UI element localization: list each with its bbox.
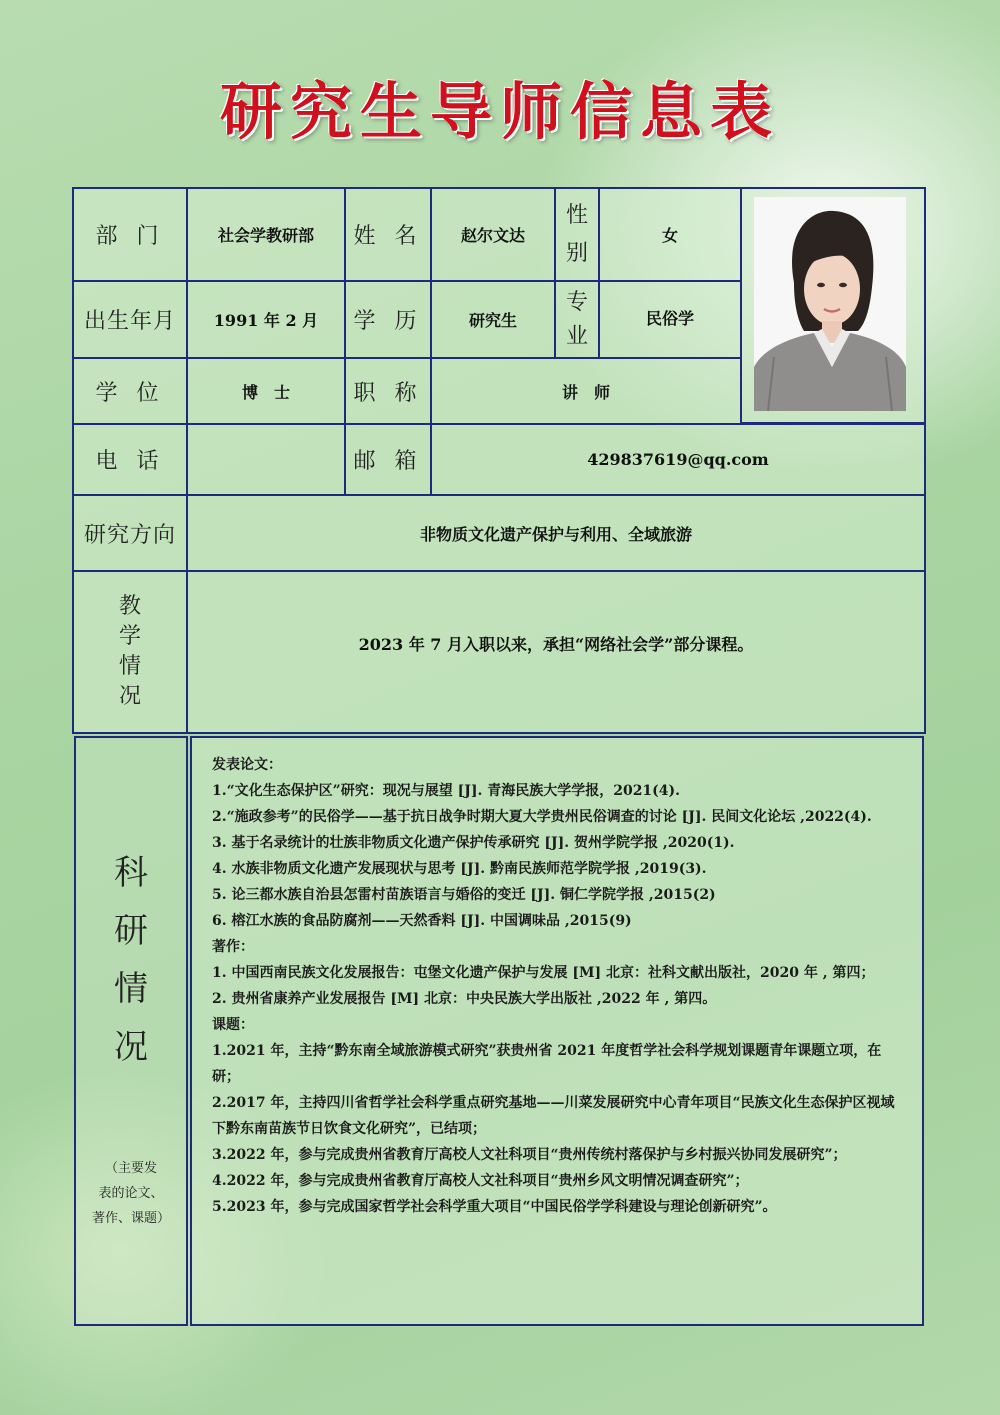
research-note-line-3: 著作、课题）: [91, 1211, 170, 1226]
research-book-1: 1. 中国西南民族文化发展报告：屯堡文化遗产保护与发展 [M] 北京：社科文献出版社，2020 年 , 第四；: [212, 965, 875, 981]
research-paper-6: 6. 榕江水族的食品防腐剂——天然香料 [J]. 中国调味品 ,2015(9): [212, 913, 632, 929]
dept-value: 社会学教研部: [186, 187, 346, 282]
major-value: 民俗学: [598, 280, 742, 359]
email-value: 429837619@qq.com: [430, 423, 926, 496]
degree-value: 博 士: [186, 357, 346, 425]
portrait-photo: [754, 197, 906, 411]
title-label: 职 称: [344, 357, 432, 425]
research-book-2: 2. 贵州省康养产业发展报告 [M] 北京：中央民族大学出版社 ,2022 年 , 第四。: [212, 991, 717, 1007]
gender-label-char-1: 性: [565, 202, 588, 228]
email-label: 邮 箱: [344, 423, 432, 496]
research-paper-4: 4. 水族非物质文化遗产发展现状与思考 [J]. 黔南民族师范学院学报 ,2019(3).: [212, 861, 707, 877]
edu-value: 研究生: [430, 280, 556, 359]
teaching-label-char-3: 情: [118, 654, 141, 679]
birth-value: 1991 年 2 月: [186, 280, 346, 359]
gender-label: [554, 187, 600, 282]
teaching-label-char-4: 况: [118, 684, 141, 709]
research-project-4: 4.2022 年，参与完成贵州省教育厅高校人文社科项目“贵州乡风文明情况调查研究”；: [212, 1173, 749, 1189]
research-note-line-2: 表的论文、: [98, 1186, 164, 1201]
research-label-char-3: 情: [114, 969, 148, 1009]
research-paper-1: 1.“文化生态保护区”研究：现况与展望 [J]. 青海民族大学学报，2021(4).: [212, 783, 681, 799]
teaching-label: [72, 570, 188, 734]
research-project-3: 3.2022 年，参与完成贵州省教育厅高校人文社科项目“贵州传统村落保护与乡村振兴协同发展研究”；: [212, 1147, 847, 1163]
title-value: 讲 师: [430, 357, 742, 425]
research-heading-books: 著作：: [212, 939, 254, 955]
direction-value: 非物质文化遗产保护与利用、全域旅游: [186, 494, 926, 572]
research-paper-2: 2.“施政参考”的民俗学——基于抗日战争时期大夏大学贵州民俗调查的讨论 [J]. 民间文化论坛 ,2022(4).: [212, 809, 872, 825]
teaching-value: 2023 年 7 月入职以来，承担“网络社会学”部分课程。: [186, 570, 926, 734]
edu-label: 学 历: [344, 280, 432, 359]
major-label: [554, 280, 600, 359]
research-label: [74, 736, 188, 1326]
dept-label: 部 门: [72, 187, 188, 282]
research-label-char-2: 研: [114, 911, 148, 951]
teaching-label-char-1: 教: [118, 594, 141, 619]
degree-label: 学 位: [72, 357, 188, 425]
teaching-label-char-2: 学: [118, 624, 141, 649]
research-heading-papers: 发表论文：: [212, 757, 282, 773]
research-note-line-1: （主要发: [104, 1161, 157, 1176]
page-title: 研究生导师信息表: [219, 75, 780, 148]
research-label-char-1: 科: [114, 853, 148, 893]
research-body: [190, 736, 924, 1326]
research-paper-5: 5. 论三都水族自治县怎雷村苗族语言与婚俗的变迁 [J]. 铜仁学院学报 ,2015(2): [212, 887, 716, 903]
major-label-char-1: 专: [565, 289, 588, 315]
research-project-1: 1.2021 年，主持“黔东南全域旅游模式研究”获贵州省 2021 年度哲学社会科学规划课题青年课题立项，在研；: [212, 1043, 882, 1085]
research-paper-3: 3. 基于名录统计的壮族非物质文化遗产保护传承研究 [J]. 贺州学院学报 ,2020(1).: [212, 835, 735, 851]
direction-label: 研究方向: [72, 494, 188, 572]
research-project-5: 5.2023 年，参与完成国家哲学社会科学重大项目“中国民俗学学科建设与理论创新研究”。: [212, 1199, 777, 1215]
portrait-image: [754, 197, 906, 411]
research-heading-projects: 课题：: [212, 1017, 254, 1033]
research-label-char-4: 况: [114, 1027, 148, 1067]
name-value: 赵尔文达: [430, 187, 556, 282]
research-project-2: 2.2017 年，主持四川省哲学社会科学重点研究基地——川菜发展研究中心青年项目“民族文化生态保护区视域下黔东南苗族节日饮食文化研究”，已结项；: [212, 1095, 895, 1137]
phone-label: 电 话: [72, 423, 188, 496]
gender-value: 女: [598, 187, 742, 282]
major-label-char-2: 业: [565, 323, 588, 349]
birth-label: 出生年月: [72, 280, 188, 359]
gender-label-char-2: 别: [565, 240, 588, 266]
name-label: 姓 名: [344, 187, 432, 282]
research-label-chars: [76, 844, 186, 1076]
phone-value: [186, 423, 346, 496]
research-note: [76, 1156, 186, 1231]
